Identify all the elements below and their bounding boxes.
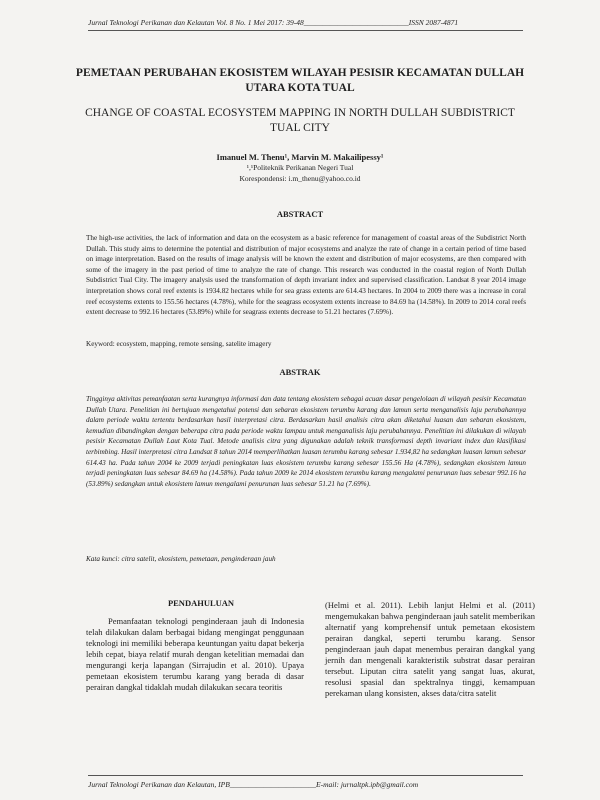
correspondence-email: Korespondensi: i.m_thenu@yahoo.co.id [239, 174, 361, 183]
introduction-heading: PENDAHULUAN [167, 598, 235, 608]
keywords: Keyword: ecosystem, mapping, remote sensing, satelite imagery [86, 340, 272, 348]
header-divider [88, 30, 523, 31]
introduction-right-column: (Helmi et al. 2011). Lebih lanjut Helmi et al. (2011) mengemukakan bahwa penginderaan jauh satelit memberikan alternatif yang komprehensif untuk pemetaan ekosistem perairan dangkal, seperti terumbu karang. Sensor penginderaan jauh dapat menembus perairan dangkal yang jernih dan mengenali karakteristik substrat dasar perairan tersebut. Liputan citra satelit yang sangat luas, akurat, resolusi spasial dan spektralnya tinggi, kemampuan perekaman ulang konsisten, akses data/citra satelit [325, 600, 535, 698]
footer-divider [88, 775, 523, 776]
kata-kunci: Kata kunci: citra satelit, ekosistem, pemetaan, penginderaan jauh [86, 555, 276, 563]
authors: Imanuel M. Thenu¹, Marvin M. Makailipessy¹ [216, 152, 384, 162]
title-indonesian: PEMETAAN PERUBAHAN EKOSISTEM WILAYAH PESISIR KECAMATAN DULLAH UTARA KOTA TUAL [75, 67, 525, 94]
abstract-heading: ABSTRACT [276, 209, 324, 219]
title-english: CHANGE OF COASTAL ECOSYSTEM MAPPING IN NORTH DULLAH SUBDISTRICT TUAL CITY [85, 107, 515, 134]
footer: Jurnal Teknologi Perikanan dan Kelautan, IPB_______________________E-mail: jurnaltpk.ipb@gmail.com [88, 780, 419, 789]
affiliation: ¹,¹Politeknik Perikanan Negeri Tual [246, 163, 354, 172]
running-head: Jurnal Teknologi Perikanan dan Kelautan Vol. 8 No. 1 Mei 2017: 39-48____________________________ISSN 2087-4871 [88, 18, 459, 27]
introduction-left-column: Pemanfaatan teknologi penginderaan jauh di Indonesia telah dilakukan dalam berbagai bidang mengingat penggunaan teknologi ini memiliki beberapa keuntungan yaitu dapat bekerja lebih cepat, biaya relatif murah dengan ketelitian memadai dan mengurangi kerja lapangan (Sirrajudin et al. 2010). Upaya pemetaan ekosistem terumbu karang yang berada di dasar perairan dangkal tidaklah mudah dilakukan secara teoritis [86, 616, 304, 692]
abstrak-heading: ABSTRAK [279, 367, 321, 377]
abstract-text: The high-use activities, the lack of information and data on the ecosystem as a basic reference for management of coastal areas of the Subdistrict North Dullah. This study aims to determine the potential and distribution of major ecosystems and analyze the rate of change in a certain period of time based on image interpretation. Based on the results of image analysis will be known the extent and distribution of major ecosystems, are then compared with some of the imagery in the past period of time to analyze the rate of change. This research was conducted in the coastal region of North Dullah Subdistrict Tual City. The imagery analysis used the transformation of depth invariant index and supervised classification. Landsat 8 year 2014 image interpretation shows coral reef extents is 1934.82 hectares while for sea grass extents are 614.43 hectares. In 2004 to 2009 there was a increase in coral reef ecosystems extents to 155.56 hectares (4.78%), while for the seagrass ecosystem extents increase to 84.69 ha (14.58%). In 2009 to 2014 coral reefs extent decrease to 992.16 hectares (53.89%) while for seagrass extents decrease to 51.21 hectares (7.69%). [86, 234, 526, 317]
abstrak-text: Tingginya aktivitas pemanfaatan serta kurangnya informasi dan data tentang ekosistem sebagai acuan dasar pengelolaan di wilayah pesisir Kecamatan Dullah Utara. Penelitian ini bertujuan mengetahui potensi dan sebaran ekosistem terumbu karang dan lamun serta menganalisis laju perubahannya dalam periode waktu tertentu berdasarkan hasil interpretasi citra. Berdasarkan hasil analisis citra akan diketahui luasan dan sebaran ekosistem, kemudian dibandingkan dengan beberapa citra pada periode waktu lampau untuk menganalisis laju perubahannya. Penelitian ini dilakukan di wilayah pesisir Kecamatan Dullah Laut Kota Tual. Metode analisis citra yang digunakan adalah teknik transformasi depth invariant index dan klasifikasi terbimbing. Hasil interpretasi citra Landsat 8 tahun 2014 memperlihatkan luasan terumbu karang sebesar 1.934,82 ha sedangkan luasan lamun sebesar 614.43 ha. Pada tahun 2004 ke 2009 terjadi peningkatan luas ekosistem terumbu karang sebesar 155.56 Ha (4.78%), sedangkan ekosistem lamun terjadi peningkatan luas sebesar 84.69 ha (14.58%). Pada tahun 2009 ke 2014 ekosistem terumbu karang mengalami penurunan luas sebesar 992.16 ha (53.89%) sedangkan untuk ekosistem lamun mengalami penurunan luas sebesar 51.21 ha (7.69%). [86, 395, 526, 488]
